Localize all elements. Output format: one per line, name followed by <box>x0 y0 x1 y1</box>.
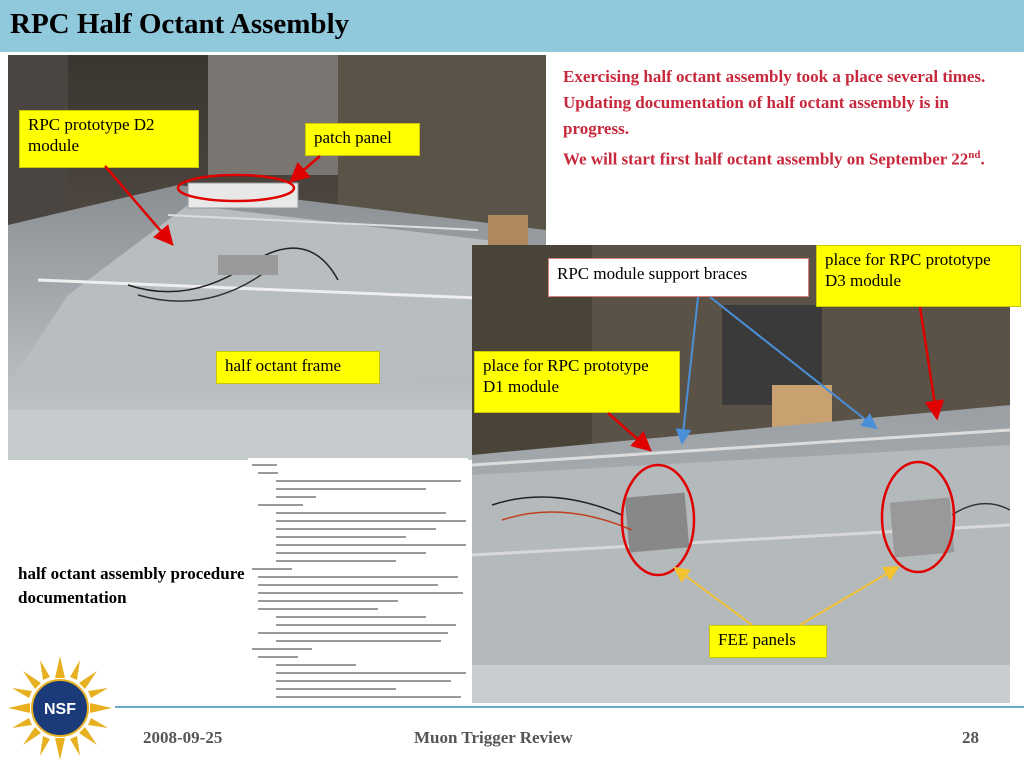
page-number: 28 <box>962 728 979 747</box>
nsf-logo <box>4 652 116 764</box>
status-line-3 <box>563 142 1013 173</box>
callout-braces-label: RPC module support braces <box>557 264 748 283</box>
footer-title: Muon Trigger Review <box>414 728 573 747</box>
procedure-doc-label: half octant assembly procedure documentation <box>18 564 245 607</box>
status-line-3-text: We will start first half octant assembly on September 22 <box>563 149 969 169</box>
footer-date: 2008-09-25 <box>143 728 223 747</box>
status-line-1: Exercising half octant assembly took a place several times. <box>563 67 986 86</box>
slide-title: RPC Half Octant Assembly <box>10 8 350 40</box>
callout-half-octant-frame <box>216 351 380 384</box>
callout-d1-place <box>474 351 680 413</box>
callout-frame-label: half octant frame <box>225 356 342 375</box>
callout-patch-panel <box>305 123 420 156</box>
status-line-3-superscript: nd <box>968 149 981 161</box>
callout-support-braces <box>548 258 809 297</box>
callout-fee-panels <box>709 625 827 658</box>
callout-patch-label: patch panel <box>314 128 392 147</box>
callout-d3-place <box>816 245 1021 307</box>
procedure-document-image <box>248 458 468 706</box>
callout-d2-label: RPC prototype D2 module <box>28 115 155 155</box>
nsf-logo-text: NSF <box>44 701 76 718</box>
callout-fee-label: FEE panels <box>718 630 796 649</box>
status-line-2: Updating documentation of half octant assembly is in progress. <box>563 93 949 138</box>
status-line-3-period: . <box>980 149 985 169</box>
callout-d1-label: place for RPC prototype D1 module <box>483 356 649 396</box>
footer-divider <box>115 706 1024 708</box>
callout-d3-label: place for RPC prototype D3 module <box>825 250 991 290</box>
assembly-status-text <box>563 64 1013 173</box>
callout-d2-module <box>19 110 199 168</box>
